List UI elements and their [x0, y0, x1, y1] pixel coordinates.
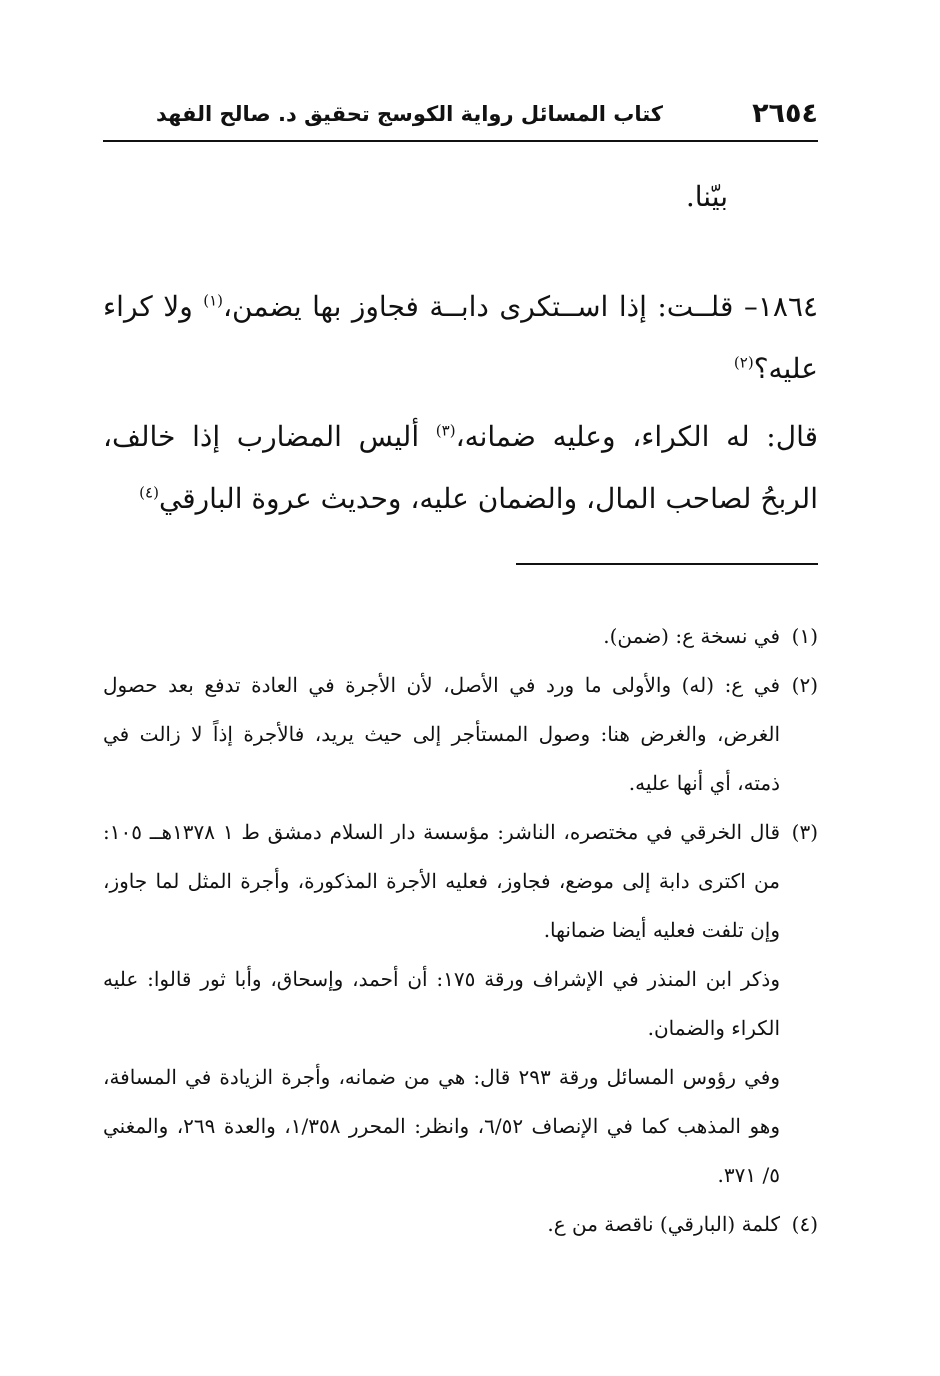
answer-text-part1: قال: له الكراء، وعليه ضمانه،: [455, 420, 819, 453]
entry-question: [103, 276, 818, 400]
answer-text-part2: أليس المضارب إذا خالف، الربحُ لصاحب المال، والضمان عليه، وحديث عروة البارقي: [103, 420, 818, 515]
running-title: كتاب المسائل رواية الكوسج تحقيق د. صالح الفهد: [156, 102, 663, 126]
footnote-3: [103, 808, 818, 955]
footnote-marker: (٤): [791, 1212, 818, 1236]
footnote-3-paragraph-3: وفي رؤوس المسائل ورقة ٢٩٣ قال: هي من ضمانه، وأجرة الزيادة في المسافة، وهو المذهب كما في الإنصاف ٦/٥٢، وانظر: المحرر ١/٣٥٨، والعدة ٢٦٩، والمغني ٥/ ٣٧١.: [103, 1065, 780, 1187]
page-number: ٢٦٥٤: [752, 98, 818, 129]
footnote-text: كلمة (البارقي) ناقصة من ع.: [547, 1212, 780, 1236]
footnote-text: قال الخرقي في مختصره، الناشر: مؤسسة دار السلام دمشق ط ١ ١٣٧٨هــ ١٠٥: من اكترى دابة إلى موضع، فجاوز، فعليه الأجرة المذكورة، وأجرة المثل لما جاوز، وإن تلفت فعليه أيضا ضمانها.: [103, 820, 781, 942]
question-text-part1: قلــت: إذا اســتكرى دابــة فجاوز بها يضمن،: [223, 290, 744, 323]
footnote-separator: [516, 563, 818, 565]
footnote-ref-3: (٣): [435, 421, 456, 440]
footnote-marker: (٣): [791, 820, 819, 844]
footnote-2: [103, 661, 818, 808]
footnote-1: [103, 612, 818, 661]
footnote-ref-4: (٤): [139, 483, 159, 502]
footnote-ref-2: (٢): [733, 353, 754, 372]
footnote-ref-1: (١): [203, 291, 224, 310]
footnotes: [103, 612, 818, 1249]
previous-entry-ending: بيّنا.: [685, 180, 728, 213]
footnote-marker: (١): [791, 624, 818, 648]
entry-number: ١٨٦٤–: [743, 290, 819, 323]
footnote-text: في نسخة ع: (ضمن).: [603, 624, 780, 648]
page-header: [103, 92, 818, 142]
footnote-text: في ع: (له) والأولى ما ورد في الأصل، لأن الأجرة في العادة تدفع بعد حصول الغرض، والغرض هنا: وصول المستأجر إلى حيث يريد، فالأجرة إذاً لا زالت في ذمته، أي أنها عليه.: [103, 673, 780, 795]
footnote-marker: (٢): [791, 673, 818, 697]
footnote-3-paragraph-2: وذكر ابن المنذر في الإشراف ورقة ١٧٥: أن أحمد، وإسحاق، وأبا ثور قالوا: عليه الكراء والضمان.: [103, 967, 780, 1040]
footnote-4: [103, 1200, 818, 1249]
entry-answer: [103, 406, 818, 530]
question-text-part2: ولا كراء عليه؟: [103, 290, 818, 385]
